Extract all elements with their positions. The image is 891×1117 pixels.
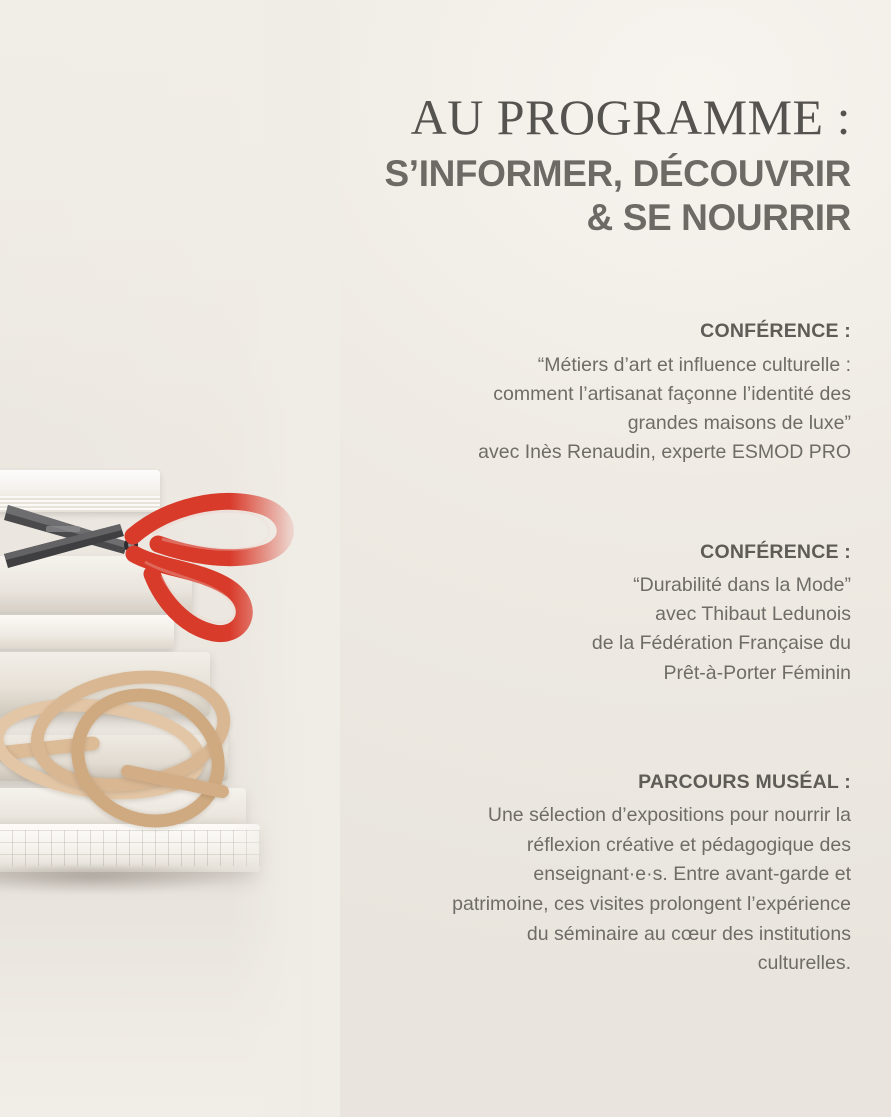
program-item-conference-1 xyxy=(331,317,851,467)
title-line-1: AU PROGRAMME : xyxy=(410,89,851,145)
program-item-line: culturelles. xyxy=(757,952,851,975)
program-item-line: réflexion créative et pédagogique des xyxy=(526,833,851,856)
program-item-line: de la Fédération Française du xyxy=(591,632,851,655)
program-item-line: avec Inès Renaudin, experte ESMOD PRO xyxy=(478,441,851,464)
program-item-conference-2 xyxy=(331,538,851,688)
title-line-3: & SE NOURRIR xyxy=(586,196,851,238)
program-item-line: Prêt-à-Porter Féminin xyxy=(663,661,851,684)
program-item-line: du séminaire au cœur des institutions xyxy=(526,922,851,945)
program-item-line: patrimoine, ces visites prolongent l’expérience xyxy=(452,892,851,915)
page-title xyxy=(331,89,851,239)
program-item-line: enseignant·e·s. Entre avant-garde et xyxy=(533,863,851,886)
program-item-line: comment l’artisanat façonne l’identité des xyxy=(493,382,851,405)
program-item-line: “Métiers d’art et influence culturelle : xyxy=(537,353,851,376)
notebook-grid xyxy=(0,830,260,866)
program-item-label: CONFÉRENCE : xyxy=(700,540,851,563)
photo-fade-right xyxy=(230,0,340,1117)
program-item-line: grandes maisons de luxe” xyxy=(627,412,851,435)
notebook-bottom xyxy=(0,824,260,872)
program-item-line: “Durabilité dans la Mode” xyxy=(633,573,851,596)
program-item-line: avec Thibaut Ledunois xyxy=(655,603,851,626)
program-item-line: Une sélection d’expositions pour nourrir la xyxy=(487,804,851,827)
program-item-parcours-museal xyxy=(331,768,851,979)
program-item-label: PARCOURS MUSÉAL : xyxy=(638,770,851,793)
program-item-label: CONFÉRENCE : xyxy=(700,320,851,343)
text-column xyxy=(331,0,851,979)
program-item-body xyxy=(331,801,851,979)
title-line-2: S’INFORMER, DÉCOUVRIR xyxy=(384,153,851,194)
